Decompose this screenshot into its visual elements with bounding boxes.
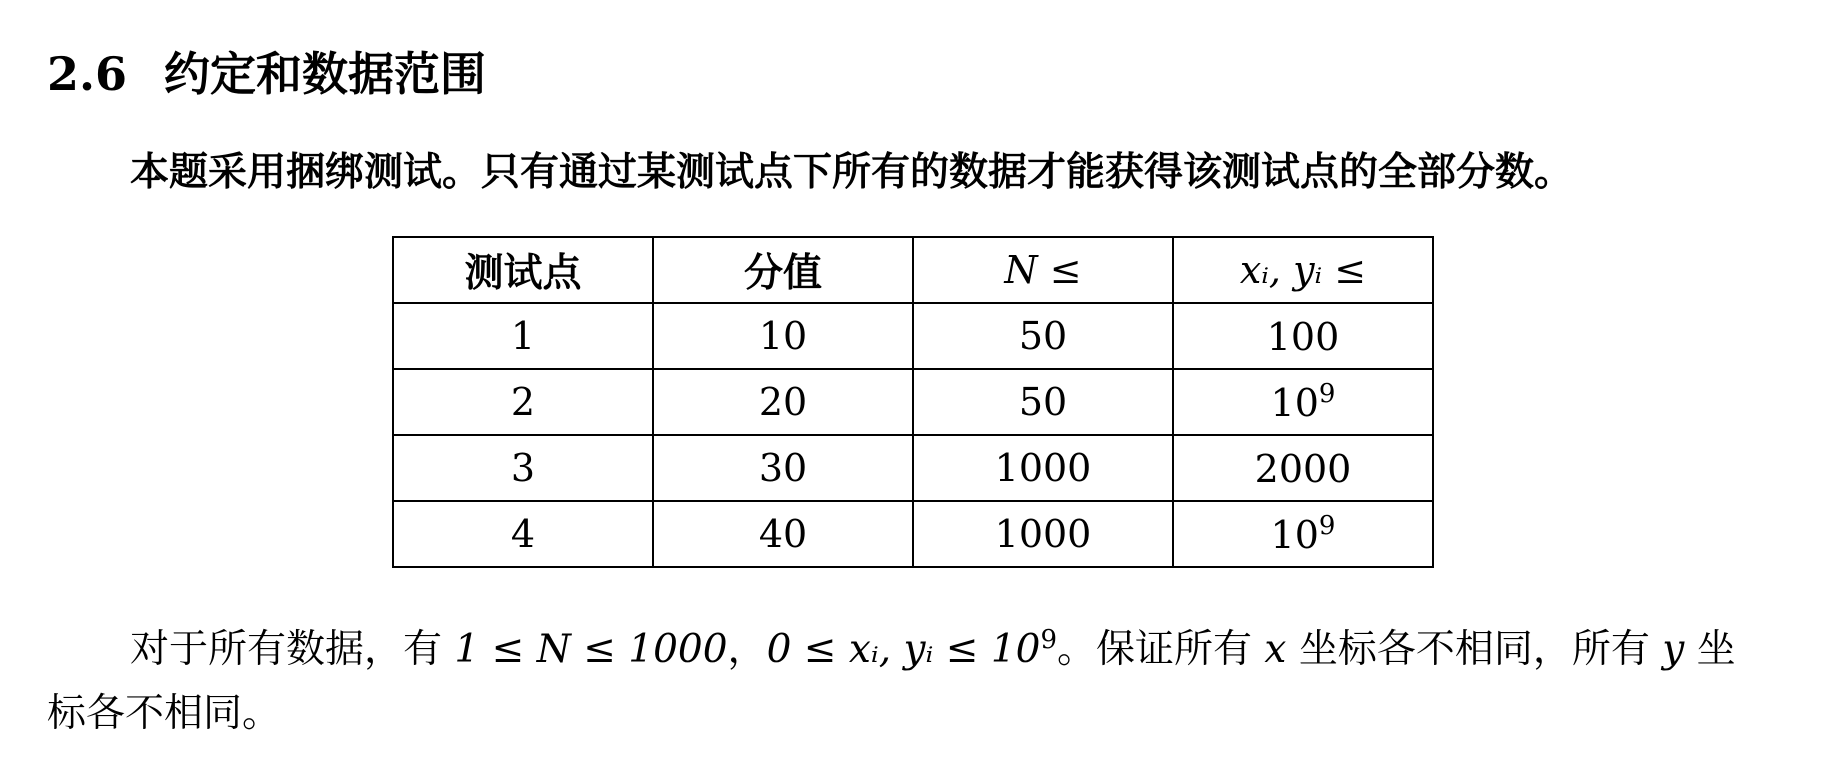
xy-range: 0 ≤ xᵢ, yᵢ ≤ 10 (766, 627, 1041, 672)
cell-xy-max (1173, 369, 1433, 435)
xy-exponent: 9 (1318, 379, 1336, 409)
constraints-paragraph (47, 608, 1787, 746)
section-title: 约定和数据范围 (164, 47, 486, 101)
xy-base: 100 (1266, 315, 1340, 359)
var-y: y (1662, 627, 1685, 672)
header-n-max: N ≤ (913, 237, 1173, 303)
subtask-table (392, 236, 1434, 568)
cell-score: 20 (653, 369, 913, 435)
cell-score: 40 (653, 501, 913, 567)
constraints-prefix: 对于所有数据，有 (130, 627, 455, 672)
section-number: 2.6 (47, 47, 128, 101)
table-row (393, 303, 1433, 369)
table-row (393, 435, 1433, 501)
bundled-testing-note: 本题采用捆绑测试。只有通过某测试点下所有的数据才能获得该测试点的全部分数。 (130, 149, 1574, 195)
cell-n-max: 50 (913, 369, 1173, 435)
y-unique-text: 坐 (1684, 627, 1736, 672)
constraints-middle: 。保证所有 (1057, 627, 1265, 672)
constraints-sep: ， (727, 627, 767, 672)
cell-n-max: 1000 (913, 501, 1173, 567)
cell-xy-max (1173, 501, 1433, 567)
cell-n-max: 1000 (913, 435, 1173, 501)
cell-case: 1 (393, 303, 653, 369)
constraints-line-2: 标各不相同。 (47, 691, 282, 736)
cell-score: 10 (653, 303, 913, 369)
cell-case: 3 (393, 435, 653, 501)
cell-score: 30 (653, 435, 913, 501)
xy-exponent: 9 (1318, 511, 1336, 541)
cell-n-max: 50 (913, 303, 1173, 369)
header-score: 分值 (653, 237, 913, 303)
xy-range-exponent: 9 (1040, 625, 1058, 655)
var-x: x (1264, 627, 1287, 672)
cell-case: 4 (393, 501, 653, 567)
n-range: 1 ≤ N ≤ 1000 (454, 627, 728, 672)
cell-xy-max (1173, 435, 1433, 501)
table-header-row (393, 237, 1433, 303)
header-xy-max: xᵢ, yᵢ ≤ (1173, 237, 1433, 303)
cell-xy-max (1173, 303, 1433, 369)
header-test-case: 测试点 (393, 237, 653, 303)
x-unique-text: 坐标各不相同，所有 (1286, 627, 1663, 672)
xy-base: 10 (1270, 381, 1319, 425)
cell-case: 2 (393, 369, 653, 435)
table-row (393, 369, 1433, 435)
section-heading (47, 44, 486, 104)
xy-base: 2000 (1254, 447, 1352, 491)
xy-base: 10 (1270, 513, 1319, 557)
constraints-line-1 (47, 608, 1787, 682)
table-row (393, 501, 1433, 567)
